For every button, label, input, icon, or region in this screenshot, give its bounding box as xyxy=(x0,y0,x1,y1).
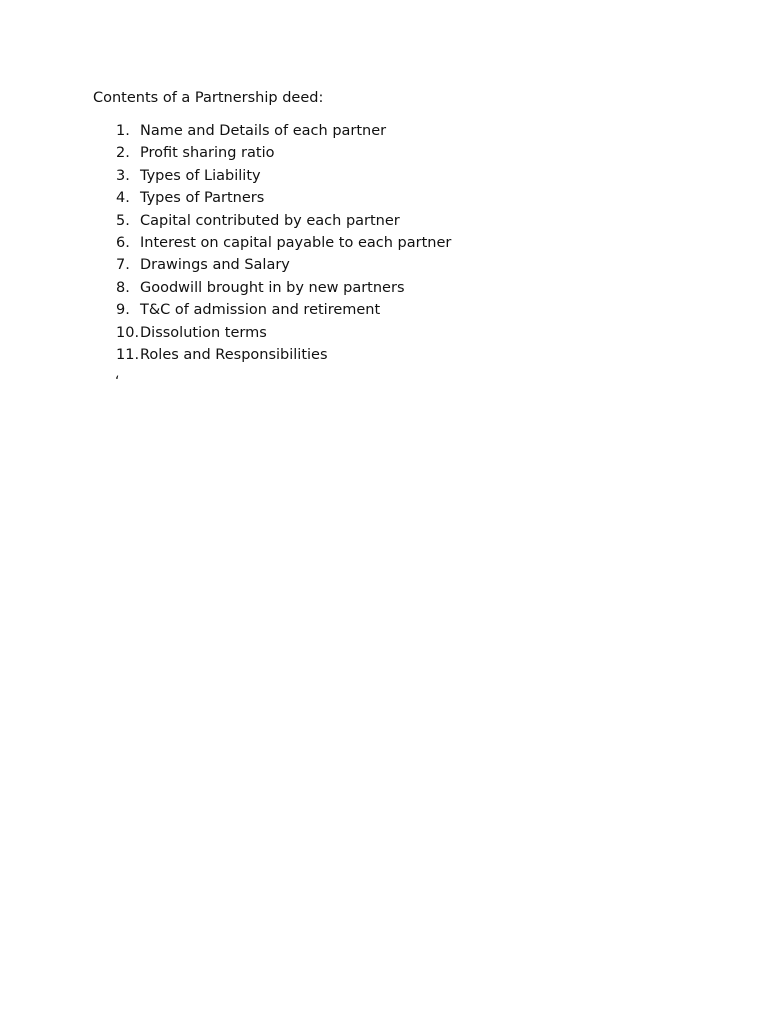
list-item xyxy=(116,255,451,277)
list-item-text: Capital contributed by each partner xyxy=(140,212,400,229)
list-item-number: 3. xyxy=(116,167,130,184)
list-item-number: 1. xyxy=(116,123,130,139)
list-item-number: 9. xyxy=(116,302,130,319)
contents-list xyxy=(116,121,451,367)
document-heading: Contents of a Partnership deed: xyxy=(93,90,324,106)
list-item-text: Roles and Responsibilities xyxy=(140,346,328,363)
list-item xyxy=(116,121,451,143)
list-item-number: 5. xyxy=(116,212,130,229)
list-item xyxy=(116,345,451,367)
list-item xyxy=(116,143,451,165)
list-item-number: 4. xyxy=(116,190,130,207)
trailing-mark: ‘ xyxy=(115,374,120,390)
list-item-number: 6. xyxy=(116,234,130,251)
list-item xyxy=(116,323,451,345)
list-item-text: Profit sharing ratio xyxy=(140,145,275,162)
list-item-text: Goodwill brought in by new partners xyxy=(140,279,405,296)
list-item-text: Dissolution terms xyxy=(140,324,267,341)
list-item xyxy=(116,166,451,188)
list-item xyxy=(116,211,451,233)
list-item-text: T&C of admission and retirement xyxy=(140,302,381,319)
list-item-text: Interest on capital payable to each partner xyxy=(140,234,452,251)
list-item-number: 8. xyxy=(116,279,130,296)
list-item xyxy=(116,278,451,300)
list-item xyxy=(116,188,451,210)
list-item xyxy=(116,300,451,322)
list-item xyxy=(116,233,451,255)
list-item-text: Drawings and Salary xyxy=(140,257,290,274)
list-item-number: 11. xyxy=(116,346,140,363)
list-item-number: 2. xyxy=(116,145,130,162)
list-item-text: Types of Liability xyxy=(140,167,261,184)
list-item-text: Name and Details of each partner xyxy=(140,123,387,139)
list-item-number: 7. xyxy=(116,257,130,274)
list-item-number: 10. xyxy=(116,324,140,341)
list-item-text: Types of Partners xyxy=(140,190,265,207)
